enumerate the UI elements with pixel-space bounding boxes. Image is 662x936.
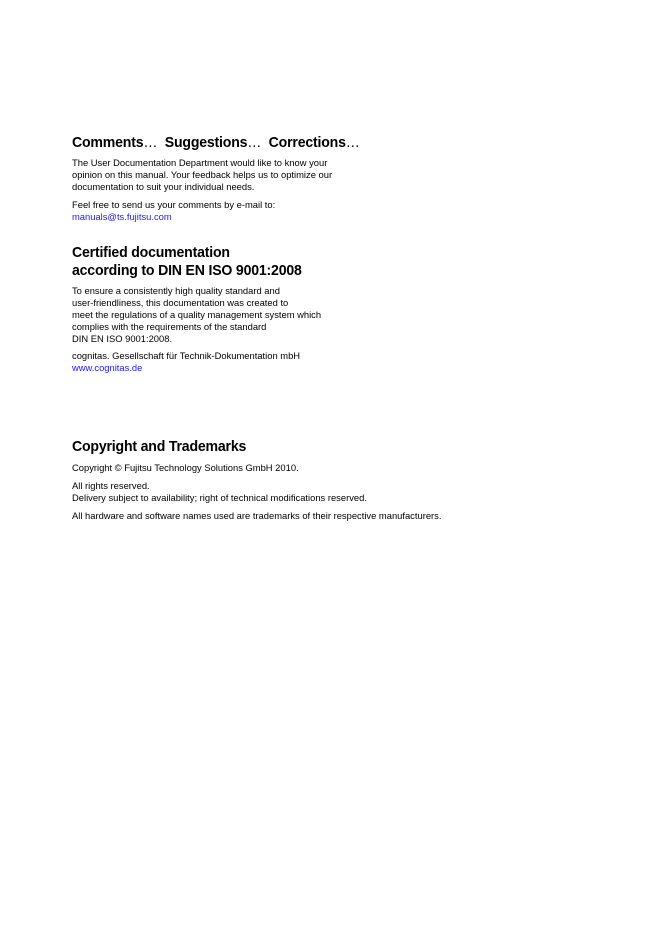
certified-paragraph [72, 285, 321, 345]
corrections-word: Corrections [268, 134, 346, 151]
suggestions-word: Suggestions [164, 134, 248, 151]
copyright-heading: Copyright and Trademarks [72, 438, 247, 455]
text-line: meet the regulations of a quality management system which [72, 309, 322, 320]
comments-heading [72, 134, 360, 152]
copyright-section [72, 438, 441, 522]
email-link[interactable]: manuals@ts.fujitsu.com [72, 211, 172, 222]
ellipsis-3: … [345, 134, 360, 151]
company-paragraph [72, 350, 321, 374]
certified-heading-line: according to DIN EN ISO 9001:2008 [72, 262, 302, 279]
text-line: DIN EN ISO 9001:2008. [72, 333, 173, 344]
comments-section [72, 134, 378, 223]
ellipsis-2: … [247, 134, 262, 151]
text-line: documentation to suit your individual needs. [72, 181, 255, 192]
text-line: user-friendliness, this documentation was created to [72, 297, 289, 308]
text-line: The User Documentation Department would like to know your [72, 157, 328, 168]
comments-intro-paragraph [72, 157, 378, 193]
certified-heading-line: Certified documentation [72, 244, 230, 261]
certified-section [72, 244, 321, 374]
text-line: Feel free to send us your comments by e-mail to: [72, 199, 276, 210]
ellipsis-1: … [143, 134, 158, 151]
text-line: complies with the requirements of the standard [72, 321, 267, 332]
comments-email-paragraph [72, 199, 378, 223]
text-line: All rights reserved. [72, 480, 150, 491]
certified-heading [72, 244, 306, 280]
company-name: cognitas. Gesellschaft für Technik-Dokumentation mbH [72, 350, 301, 361]
text-line: To ensure a consistently high quality standard and [72, 285, 280, 296]
copyright-notice: Copyright © Fujitsu Technology Solutions GmbH 2010. [72, 462, 299, 473]
comments-word: Comments [72, 134, 144, 151]
text-line: opinion on this manual. Your feedback helps us to optimize our [72, 169, 333, 180]
trademarks-paragraph: All hardware and software names used are trademarks of their respective manufacturers. [72, 510, 442, 521]
website-link[interactable]: www.cognitas.de [72, 362, 143, 373]
text-line: Delivery subject to availability; right of technical modifications reserved. [72, 492, 367, 503]
rights-paragraph [72, 480, 441, 504]
